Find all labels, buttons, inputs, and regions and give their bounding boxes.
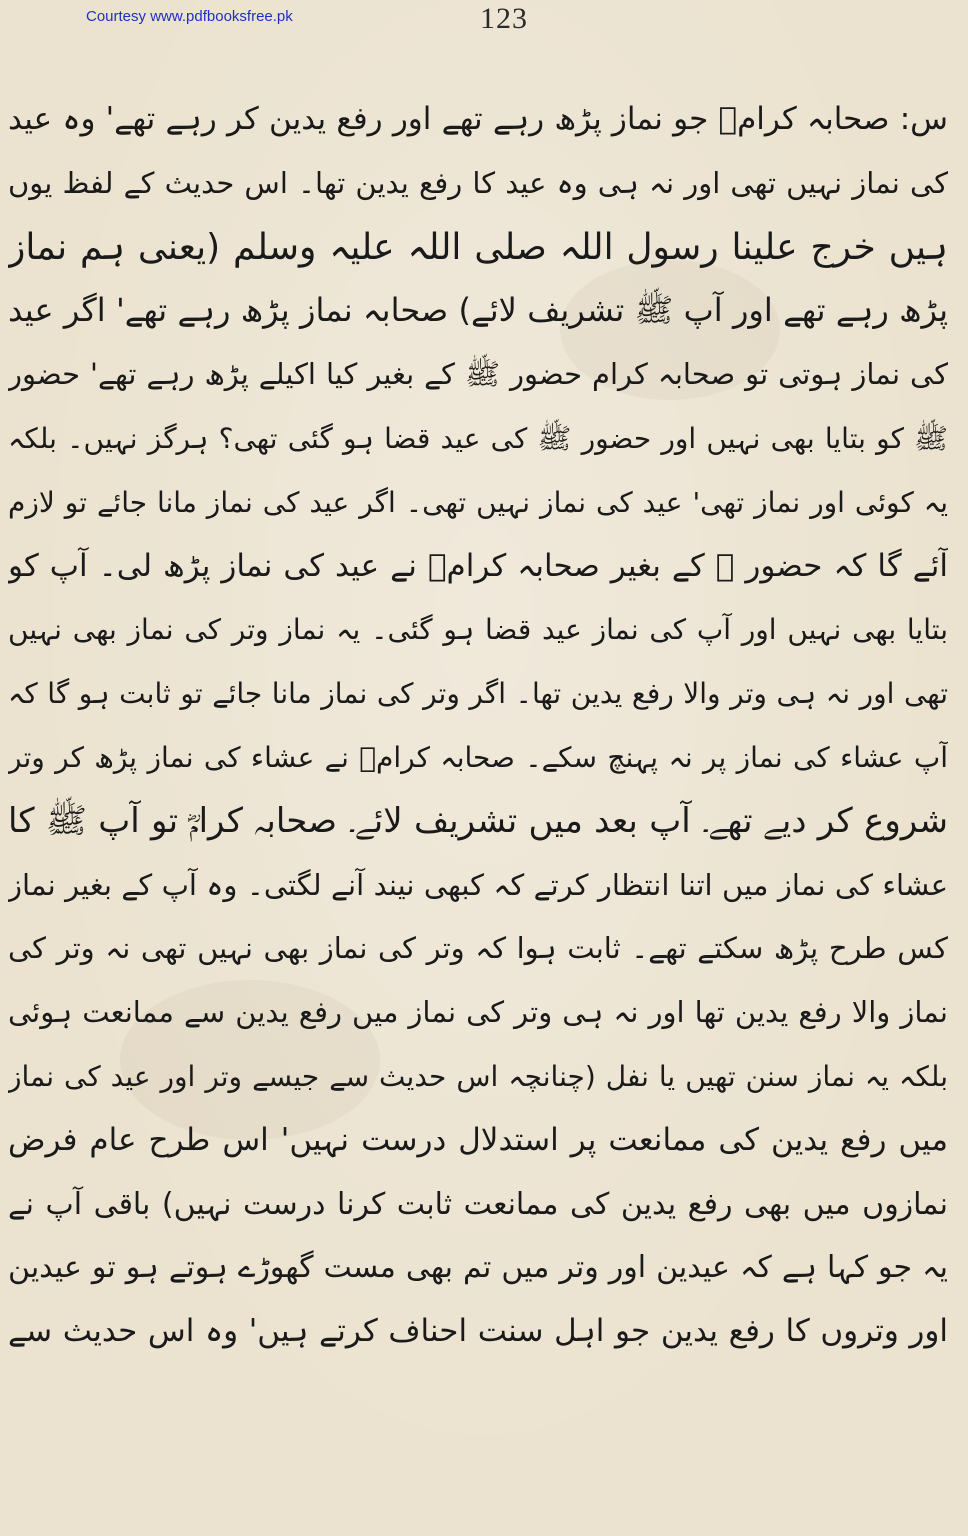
text-line: س: صحابہ کرامؓ جو نماز پڑھ رہے تھے اور رفع یدین کر رہے تھے' وہ عید (8, 101, 948, 137)
text-line: بتایا بھی نہیں اور آپ کی نماز عید قضا ہو گئی۔ یہ نماز وتر کی نماز بھی نہیں (8, 613, 948, 647)
text-line: میں رفع یدین کی ممانعت پر استدلال درست نہیں' اس طرح عام فرض (8, 1121, 948, 1158)
text-line: آئے گا کہ حضور ﷺ کے بغیر صحابہ کرامؓ نے عید کی نماز پڑھ لی۔ آپ کو (8, 547, 948, 584)
urdu-body-text (8, 88, 948, 1364)
text-line: نمازوں میں بھی رفع یدین کی ممانعت ثابت کرنا درست نہیں) باقی آپ نے (8, 1186, 948, 1222)
text-line: بلکہ یہ نماز سنن تھیں یا نفل (چنانچہ اس حدیث سے جیسے وتر اور عید کی نماز (8, 1059, 948, 1093)
text-line: ﷺ کو بتایا بھی نہیں اور حضور ﷺ کی عید قضا ہو گئی تھی؟ ہرگز نہیں۔ بلکہ (8, 421, 948, 455)
page-number: 123 (480, 2, 528, 35)
text-line: آپ عشاء کی نماز پر نہ پہنچ سکے۔ صحابہ کرامؓ نے عشاء کی نماز پڑھ کر وتر (8, 740, 948, 774)
text-line: کی نماز ہوتی تو صحابہ کرام حضور ﷺ کے بغیر کیا اکیلے پڑھ رہے تھے' حضور (8, 357, 948, 392)
text-line: یہ کوئی اور نماز تھی' عید کی نماز نہیں تھی۔ اگر عید کی نماز مانا جائے تو لازم (8, 485, 948, 519)
text-line: پڑھ رہے تھے اور آپ ﷺ تشریف لائے) صحابہ نماز پڑھ رہے تھے' اگر عید (8, 291, 948, 330)
text-line: اور وتروں کا رفع یدین جو اہل سنت احناف کرتے ہیں' وہ اس حدیث سے (8, 1313, 948, 1350)
text-line: کس طرح پڑھ سکتے تھے۔ ثابت ہوا کہ وتر کی نماز بھی نہیں تھی نہ وتر کی (8, 931, 948, 966)
text-line: شروع کر دیے تھے۔ آپ بعد میں تشریف لائے۔ صحابہ کرامؓ تو آپ ﷺ کا (8, 800, 948, 841)
courtesy-link[interactable]: Courtesy www.pdfbooksfree.pk (86, 8, 293, 25)
text-line: عشاء کی نماز میں اتنا انتظار کرتے کہ کبھی نیند آنے لگتی۔ وہ آپ کے بغیر نماز (8, 867, 948, 902)
text-line: ہیں خرج علینا رسول اللہ صلی اللہ علیہ وسلم (یعنی ہم نماز (8, 226, 948, 268)
text-line: یہ جو کہا ہے کہ عیدین اور وتر میں تم بھی مست گھوڑے ہوتے ہو تو عیدین (8, 1250, 948, 1286)
text-line: کی نماز نہیں تھی اور نہ ہی وہ عید کا رفع یدین تھا۔ اس حدیث کے لفظ یوں (8, 165, 948, 200)
text-line: تھی اور نہ ہی وتر والا رفع یدین تھا۔ اگر وتر کی نماز مانا جائے تو ثابت ہو گا کہ (8, 677, 948, 711)
text-line: نماز والا رفع یدین تھا اور نہ ہی وتر کی نماز میں رفع یدین سے ممانعت ہوئی (8, 995, 948, 1030)
